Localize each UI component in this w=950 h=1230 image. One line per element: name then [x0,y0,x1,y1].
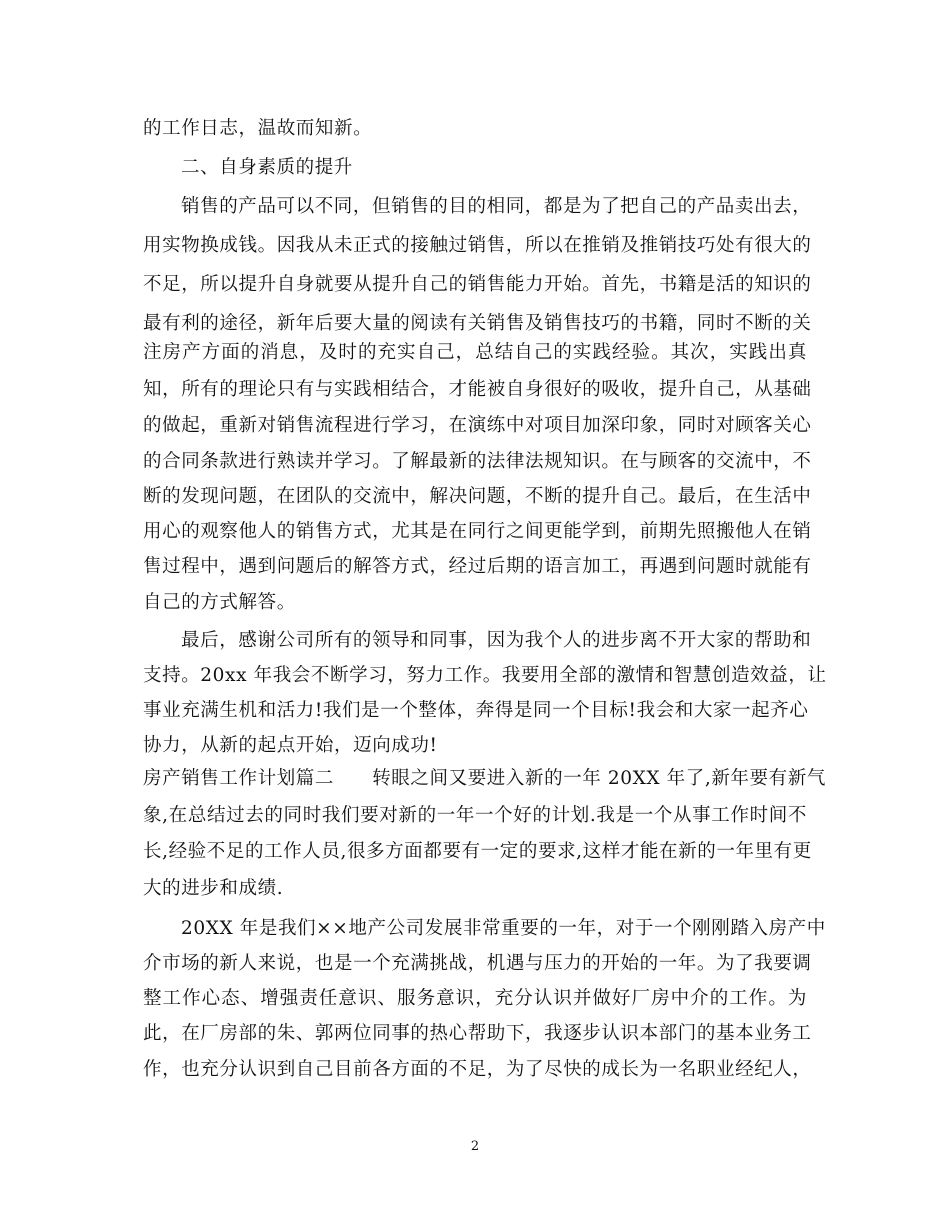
text-line: 协力，从新的起点开始，迈向成功! [143,735,438,756]
text-line: 大的进步和成绩. [143,878,284,899]
text-line: 最有利的途径，新年后要大量的阅读有关销售及销售技巧的书籍，同时不断的关 [143,313,812,334]
text-line: 知，所有的理论只有与实践相结合，才能被自身很好的吸收，提升自己，从基础 [143,379,812,400]
text-line: 长,经验不足的工作人员,很多方面都要有一定的要求,这样才能在新的一年里有更 [143,841,812,862]
text-line: 断的发现问题，在团队的交流中，解决问题，不断的提升自己。最后，在生活中 [143,486,812,507]
text-line: 用心的观察他人的销售方式，尤其是在同行之间更能学到，前期先照搬他人在销 [143,521,812,542]
text-line: 象,在总结过去的同时我们要对新的一年一个好的计划.我是一个从事工作时间不 [143,805,807,826]
text-line: 的合同条款进行熟读并学习。了解最新的法律法规知识。在与顾客的交流中，不 [143,451,812,472]
text-line: 事业充满生机和活力!我们是一个整体，奔得是同一个目标!我会和大家一起齐心 [143,700,809,721]
text-line: 的工作日志，温故而知新。 [143,118,373,139]
page-number: 2 [470,1139,480,1154]
text-line: 此，在厂房部的朱、郭两位同事的热心帮助下，我逐步认识本部门的基本业务工 [143,1023,812,1044]
text-line: 的做起，重新对销售流程进行学习，在演练中对项目加深印象，同时对顾客关心 [143,415,812,436]
text-line: 介市场的新人来说，也是一个充满挑战，机遇与压力的开始的一年。为了我要调 [143,953,812,974]
text-line: 整工作心态、增强责任意识、服务意识，充分认识并做好厂房中介的工作。为 [143,988,807,1009]
text-line: 注房产方面的消息，及时的充实自己，总结自己的实践经验。其次，实践出真 [143,342,807,363]
text-line: 不足，所以提升自身就要从提升自己的销售能力开始。首先，书籍是活的知识的 [143,274,812,295]
text-line: 作，也充分认识到自己目前各方面的不足，为了尽快的成长为一名职业经纪人， [143,1059,812,1080]
text-line: 用实物换成钱。因我从未正式的接触过销售，所以在推销及推销技巧处有很大的 [143,235,812,256]
text-line: 自己的方式解答。 [143,592,296,613]
text-line: 20XX 年是我们××地产公司发展非常重要的一年，对于一个刚刚踏入房产中 [181,918,826,939]
text-line: 售过程中，遇到问题后的解答方式，经过后期的语言加工，再遇到问题时就能有 [143,556,812,577]
section-title-line: 房产销售工作计划篇二 转眼之间又要进入新的一年 20XX 年了,新年要有新气 [143,768,826,789]
section-heading: 二、自身素质的提升 [181,157,353,178]
text-line: 销售的产品可以不同，但销售的目的相同，都是为了把自己的产品卖出去， [181,196,812,217]
text-line: 支持。20xx 年我会不断学习，努力工作。我要用全部的激情和智慧创造效益，让 [143,665,827,686]
text-line: 最后，感谢公司所有的领导和同事，因为我个人的进步离不开大家的帮助和 [181,630,812,651]
